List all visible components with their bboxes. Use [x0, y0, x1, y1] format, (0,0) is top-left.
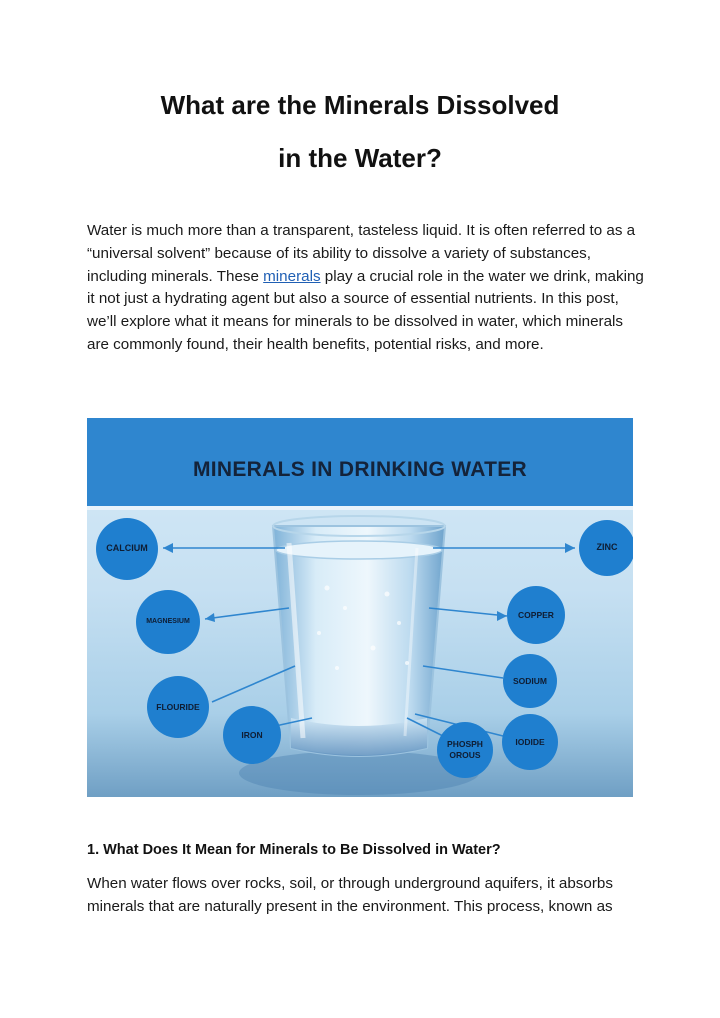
mineral-phosphorous: PHOSPH OROUS [437, 722, 493, 778]
page-title-line1: What are the Minerals Dissolved [160, 90, 560, 120]
intro-paragraph [87, 220, 647, 357]
page-title-line2: in the Water? [278, 143, 442, 173]
infographic-title: MINERALS IN DRINKING WATER [192, 458, 528, 481]
mineral-magnesium: MAGNESIUM [136, 590, 200, 654]
section-paragraph: When water flows over rocks, soil, or through underground aquifers, it absorbs minerals that are naturally present in the environment. This process, known as [87, 875, 613, 915]
intro-text-end: play a crucial role in the water we drink, making it not just a hydrating agent but also a source of essential nutrients. In this post, we’ll explore what it means for minerals to be dissolved in water, which minerals are commonly found, their health benefits, potential risks, and more. [87, 267, 644, 353]
mineral-calcium: CALCIUM [96, 518, 158, 580]
mineral-flouride: FLOURIDE [147, 676, 209, 738]
mineral-zinc: ZINC [579, 520, 633, 576]
mineral-iron: IRON [223, 706, 281, 764]
section-heading: 1. What Does It Mean for Minerals to Be Dissolved in Water? [87, 842, 501, 858]
mineral-sodium: SODIUM [503, 654, 557, 708]
minerals-link[interactable]: minerals [263, 267, 321, 285]
minerals-infographic [87, 418, 633, 797]
intro-text-start: Water is much more than a transparent, tasteless liquid. It is often referred to as a “universal solvent” because of its ability to dissolve a variety of substances, including minerals. These [87, 222, 636, 285]
mineral-copper: COPPER [507, 586, 565, 644]
mineral-iodide: IODIDE [502, 714, 558, 770]
